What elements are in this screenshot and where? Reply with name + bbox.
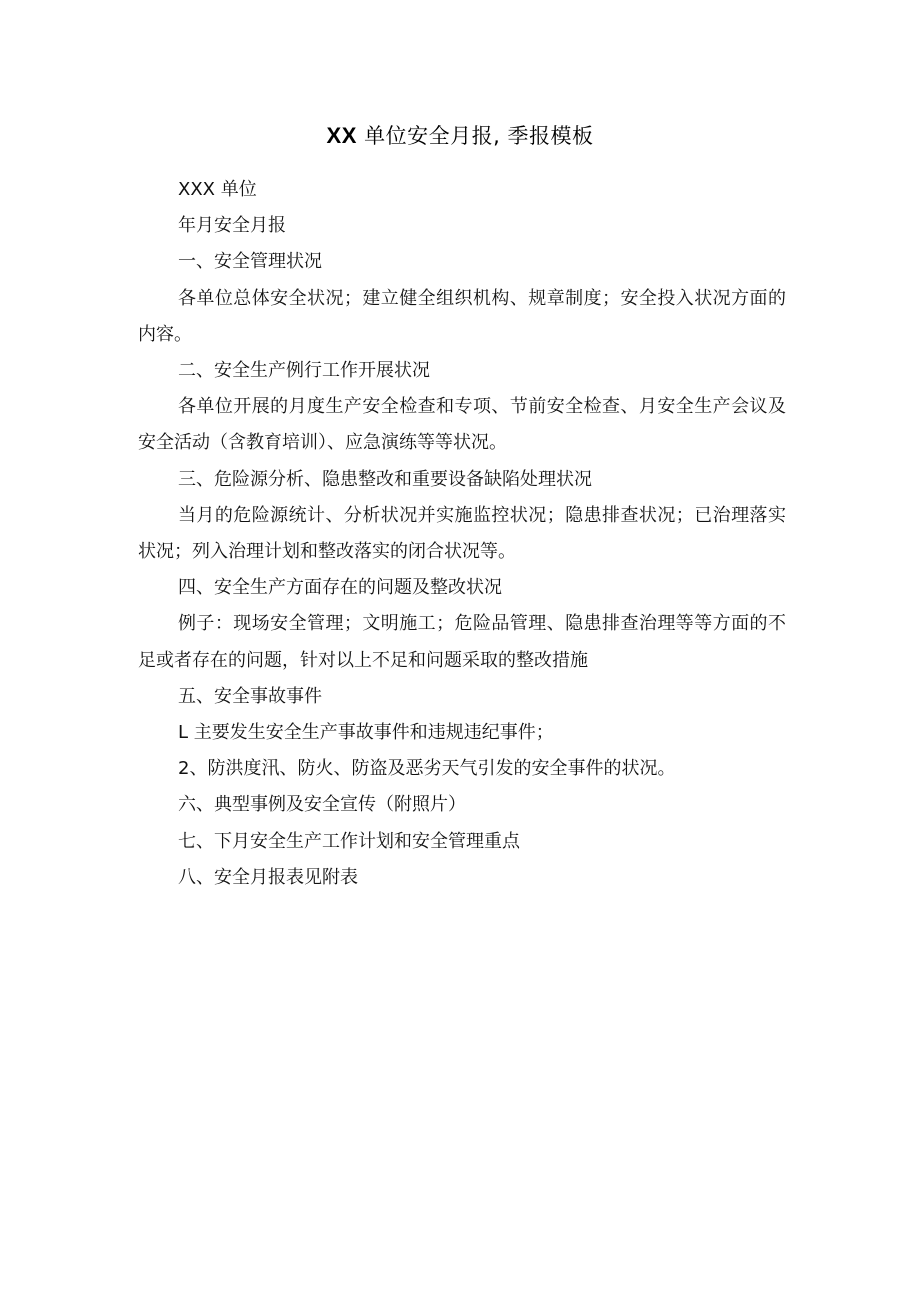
section-heading-6: 六、典型事例及安全宣传（附照片）: [178, 794, 466, 816]
section-heading-1: 一、安全管理状况: [178, 251, 322, 273]
section-body-3: 当月的危险源统计、分析状况并实施监控状况；隐患排查状况；已治理落实状况；列入治理计划和整改落实的闭合状况等。: [138, 504, 786, 563]
section-item-5-2: 2、防洪度汛、防火、防盗及恶劣天气引发的安全事件的状况。: [178, 758, 676, 780]
section-heading-4: 四、安全生产方面存在的问题及整改状况: [178, 577, 502, 599]
section-heading-8: 八、安全月报表见附表: [178, 866, 358, 888]
section-body-2: 各单位开展的月度生产安全检查和专项、节前安全检查、月安全生产会议及安全活动（含教育培训）、应急演练等等状况。: [138, 396, 786, 454]
section-item-5-1: L 主要发生安全生产事故事件和违规违纪事件；: [178, 722, 554, 744]
section-heading-5: 五、安全事故事件: [178, 685, 322, 707]
section-body-1: 各单位总体安全状况；建立健全组织机构、规章制度；安全投入状况方面的内容。: [138, 287, 786, 345]
section-body-4: 例子：现场安全管理；文明施工；危险品管理、隐患排查治理等等方面的不足或者存在的问题，针对以上不足和问题采取的整改措施: [138, 613, 786, 671]
report-period: 年月安全月报: [178, 215, 286, 237]
document-body: [138, 172, 786, 896]
title-prefix: XX: [326, 123, 357, 148]
title-text: 单位安全月报, 季报模板: [364, 124, 594, 148]
document-title: [0, 118, 920, 154]
unit-name: XXX 单位: [178, 179, 257, 200]
section-heading-2: 二、安全生产例行工作开展状况: [178, 360, 430, 382]
section-heading-3: 三、危险源分析、隐患整改和重要设备缺陷处理状况: [178, 468, 592, 490]
section-heading-7: 七、下月安全生产工作计划和安全管理重点: [178, 830, 520, 852]
